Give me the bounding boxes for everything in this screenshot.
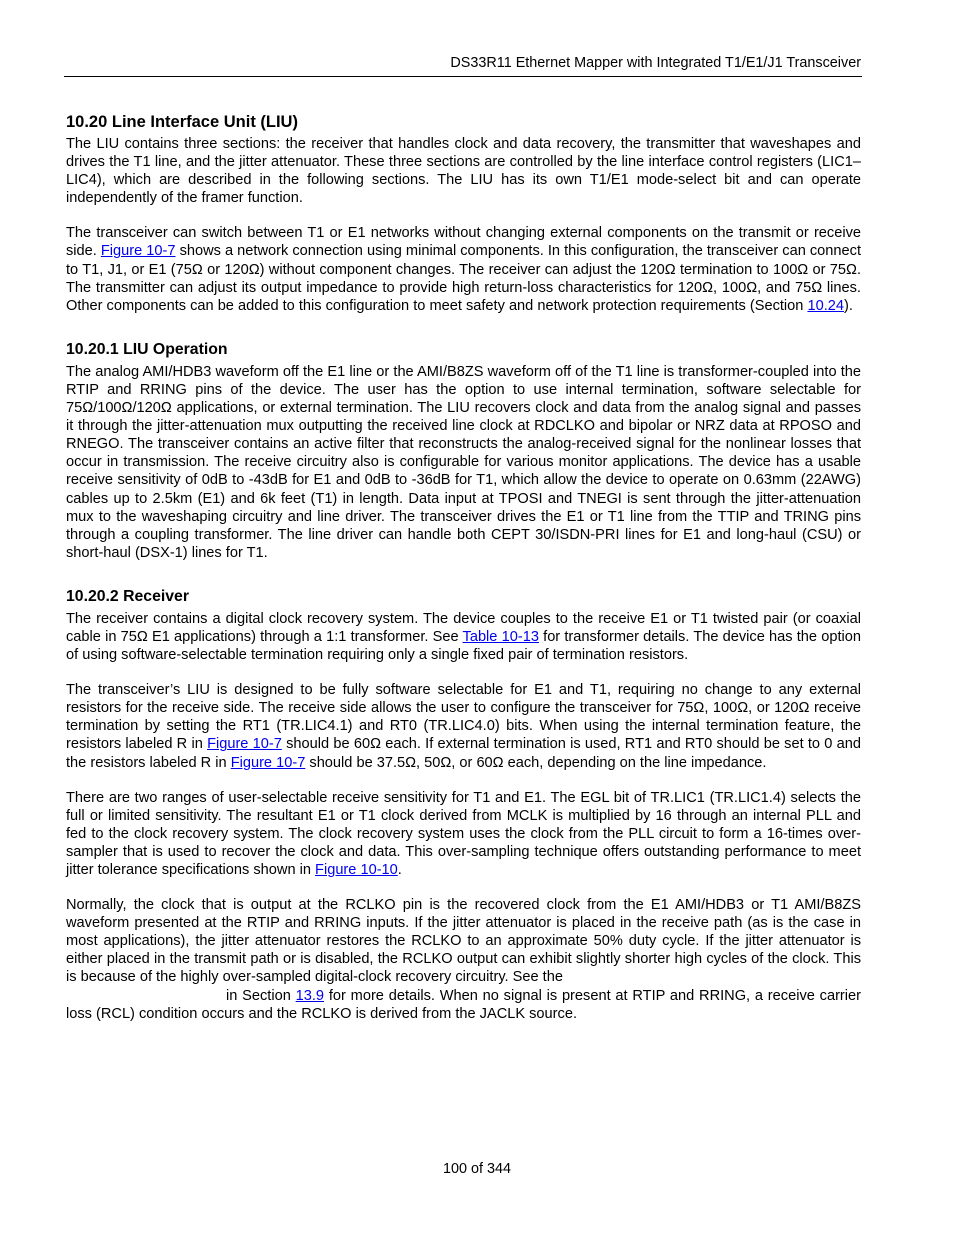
subsection-title-liu-operation: 10.20.1 LIU Operation (66, 340, 228, 358)
paragraph-receiver-intro: The receiver contains a digital clock recovery system. The device couples to the receive E1 or T1 twisted pair (or coaxial cable in 75Ω E1 applications) through a 1:1 transformer. See Table 10-13 for transformer details. The device has the option of using software-selectable termination requiring only a single fixed pair of termination resistors. (66, 610, 861, 664)
page-header-title: DS33R11 Ethernet Mapper with Integrated T1/E1/J1 Transceiver (450, 55, 861, 71)
paragraph-receiver-sensitivity: There are two ranges of user-selectable receive sensitivity for T1 and E1. The EGL bit of TR.LIC1 (TR.LIC1.4) selects the full or limited sensitivity. The resultant E1 or T1 clock derived from MCLK is multiplied by 16 through an internal PLL and fed to the clock recovery system. The clock recovery system uses the clock from the PLL circuit to form a 16-times over-sampler that is used to recover the clock and data. This over-sampling technique offers outstanding performance to meet jitter tolerance specifications shown in Figure 10-10. (66, 789, 861, 878)
table-10-13-link[interactable]: Table 10-13 (462, 628, 539, 645)
figure-10-7-link[interactable]: Figure 10-7 (100, 243, 176, 260)
page-number: 100 of 344 (442, 1161, 512, 1177)
figure-10-7-link[interactable]: Figure 10-7 (207, 736, 282, 753)
paragraph-receiver-termination: The transceiver’s LIU is designed to be fully software selectable for E1 and T1, requiring no change to any external resistors for the receive side. The receive side allows the user to configure the transceiver for 75Ω, 100Ω, or 120Ω receive termination by setting the RT1 (TR.LIC4.1) and RT0 (TR.LIC4.0) bits. When using the internal termination feature, the resistors labeled R in Figure 10-7 should be 60Ω each. If external termination is used, RT1 and RT0 should be set to 0 and the resistors labeled R in Figure 10-7 should be 37.5Ω, 50Ω, or 60Ω each, depending on the line impedance. (66, 682, 861, 771)
document-body (66, 112, 861, 1023)
section-title: 10.20 Line Interface Unit (LIU) (66, 113, 298, 131)
section-13-9-link[interactable]: 13.9 (295, 987, 325, 1004)
subsection-title-receiver: 10.20.2 Receiver (66, 587, 189, 605)
paragraph-liu-switching: The transceiver can switch between T1 or E1 networks without changing external components on the transmit or receive side. Figure 10-7 shows a network connection using minimal components. In this configuration, the transceiver can connect to T1, J1, or E1 (75Ω or 120Ω) without component changes. The receiver can adjust the 120Ω termination to 100Ω or 75Ω. The transmitter can adjust its output impedance to provide high return-loss characteristics for 120Ω, 100Ω, and 75Ω lines. Other components can be added to this configuration to meet safety and network protection requirements (Section 10.24). (66, 225, 861, 314)
paragraph-liu-operation: The analog AMI/HDB3 waveform off the E1 line or the AMI/B8ZS waveform off of the T1 line is transformer-coupled into the RTIP and RRING pins of the device. The user has the option to use internal termination, software selectable for 75Ω/100Ω/120Ω applications, or external termination. The LIU recovers clock and data from the analog signal and passes it through the jitter-attenuation mux outputting the received line clock at RDCLKO and bipolar or NRZ data at RPOSO and RNEGO. The transceiver contains an active filter that reconstructs the analog-received signal for the nonlinear losses that occur in transmission. The receive circuitry also is configurable for various monitor applications. The device has a usable receive sensitivity of 0dB to -43dB for E1 and 0dB to -36dB for T1, which allow the device to operate on 0.63mm (22AWG) cables up to 2.5km (E1) and 6k feet (T1) in length. Data input at TPOSI and TNEGI is sent through the jitter-attenuation mux to the waveshaping circuitry and line driver. The transceiver drives the E1 or T1 line from the TTIP and TRING pins through a coupling transformer. The line driver can handle both CEPT 30/ISDN-PRI lines for E1 and long-haul (CSU) or short-haul (DSX-1) lines for T1. (66, 363, 861, 561)
figure-10-10-link[interactable]: Figure 10-10 (315, 862, 398, 878)
paragraph-receiver-clock: Normally, the clock that is output at the RCLKO pin is the recovered clock from the E1 AMI/HDB3 or T1 AMI/B8ZS waveform presented at the RTIP and RRING inputs. If the jitter attenuator is placed in the receive path (as is the case in most applications), the jitter attenuator restores the RCLKO to an approximate 50% duty cycle. If the jitter attenuator is either placed in the transmit path or is disabled, the RCLKO output can exhibit slightly shorter high cycles of the clock. This is because of the highly over-sampled digital-clock recovery circuitry. See the in Section 13.9 for more details. When no signal is present at RTIP and RRING, a receive carrier loss (RCL) condition occurs and the RCLKO is derived from the JACLK source. (66, 897, 862, 1022)
header-divider (64, 76, 862, 77)
figure-10-7-link[interactable]: Figure 10-7 (230, 754, 306, 771)
paragraph-liu-intro: The LIU contains three sections: the receiver that handles clock and data recovery, the transmitter that waveshapes and drives the T1 line, and the jitter attenuator. These three sections are controlled by the line interface control registers (LIC1–LIC4), which are described in the following sections. The LIU has its own T1/E1 mode-select bit and can operate independently of the framer function. (66, 136, 861, 207)
section-10-24-link[interactable]: 10.24 (807, 297, 844, 314)
